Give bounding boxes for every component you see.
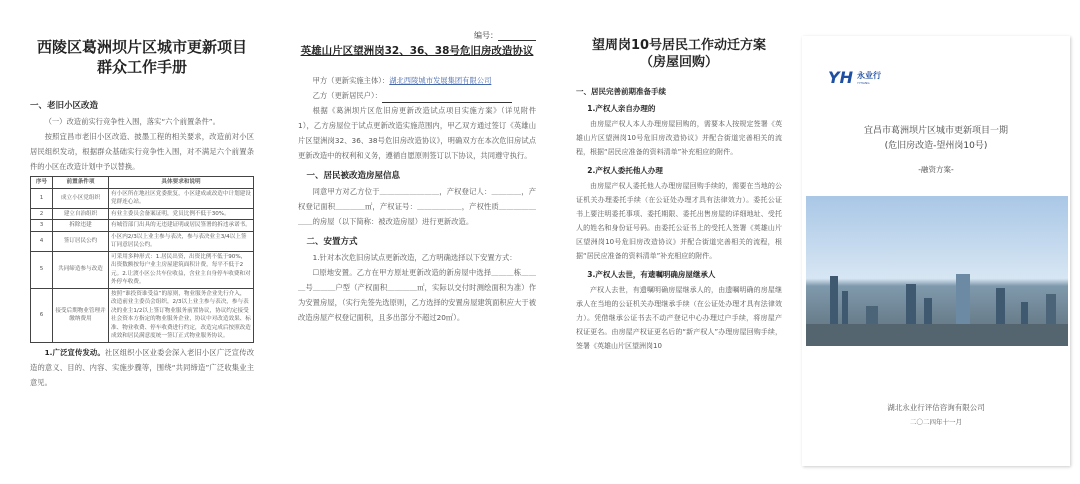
document-page-work-manual [8, 24, 276, 470]
table-cell: 6 [31, 288, 53, 342]
number-field [298, 30, 536, 41]
document-page-relocation-plan [558, 24, 796, 470]
page-title [576, 38, 782, 72]
paragraph [30, 345, 254, 390]
page-title: 英雄山片区望洲岗32、36、38号危旧房改造协议 [300, 45, 534, 57]
party-b-label: 乙方（更新居民户）： [312, 90, 382, 100]
table-cell: 3 [31, 220, 53, 232]
table-row [31, 288, 254, 342]
section-heading: 一、居民被改造房屋信息 [306, 170, 401, 181]
table-cell: 小区内2/3以上业主参与表决，参与表决业主3/4以上签订同意居民公约。 [109, 231, 254, 251]
table-cell: 接受后期物业管理并缴纳费用 [53, 288, 109, 342]
paragraph: ☐原地安置。乙方在甲方原址更新改造的新房屋中选择＿＿＿栋＿＿＿号＿＿＿户型（产权面积＿＿＿＿㎡，实际以交付时测绘面积为准）作为安置房屋，（实行先签先选原则，乙方选择的安置房屋建筑面积应大于被改造房屋产权登记面积，且多出部分不超过20㎡）。 [298, 267, 536, 322]
paragraph: 由房屋产权人本人办理房屋回购的，需要本人按规定签署《英雄山片区望洲岗10号危旧房改造协议》并配合街道完善相关的流程，根据“居民应准备的资料清单”补充相应的附件。 [576, 119, 782, 156]
title-line: 望周岗10号居民工作动迁方案 [591, 38, 767, 53]
table-cell: 有城管部门出具的无违建证明或居民签署的拆违承诺书。 [109, 220, 254, 232]
section-heading: 二、安置方式 [306, 236, 358, 247]
preconditions-table [30, 176, 254, 343]
table-cell: 2 [31, 208, 53, 220]
cover-title [802, 124, 1070, 177]
table-cell: 按照“谁投资谁受益”的原则，物业服务企业先行介入，改造前业主委员会组织，2/3以上业主参与表决，参与表决的业主1/2以上签订物业服务前置协议，协议约定接受社会资本方指定的物业服务企业，协议中对改造效果、标准、物业收费、停车收费进行约定，改造完成后按照改造成效和居民满意度统一签订正式物业服务协议。 [109, 288, 254, 342]
paragraph: 根据《葛洲坝片区危旧房更新改造试点项目实施方案》（详见附件1），乙方房屋位于试点更新改造实施范围内，甲乙双方通过签订《英雄山片区望洲岗32、36、38号危旧房改造协议》，明确双方在本次危旧房试点更新改造中的权利和义务，遵循自愿原则签订以下协议，共同遵守执行。 [298, 105, 536, 160]
table-header: 前置条件项 [53, 177, 109, 189]
table-cell: 1 [31, 188, 53, 208]
subheading: 3.产权人去世，有遗嘱明确房屋继承人 [587, 269, 716, 279]
party-a-value: 湖北西陵城市发展集团有限公司 [389, 75, 492, 85]
paragraph: 产权人去世，有遗嘱明确房屋继承人的，由遗嘱明确的房屋继承人在当地的公证机关办理继承手续（在公证处办理才具有法律效力）。凭借继承公证书去不动产登记中心办理过户手续，将房屋产权证更名。由房屋产权证更名后的“新产权人”办理房屋回购手续，签署《英雄山片区望洲岗10 [576, 285, 782, 350]
subheading: 1.产权人亲自办理的 [587, 103, 656, 113]
party-a [298, 73, 536, 88]
document-date: 二〇二四年十一月 [910, 418, 962, 426]
company-logo [828, 68, 881, 87]
subheading: （一）改造前实行竞争性入围，落实“六个前置条件”。 [44, 117, 220, 126]
party-b [298, 88, 536, 103]
table-cell: 可采用多种形式：1.居民出资，出资比例不低于90%，出资数额按每户业主房屋建筑面积计费，每平不低于2元。2.让渡小区公共车位收益，含业主自身停车收费和对外停车收费。 [109, 251, 254, 288]
table-header: 具体要求和说明 [109, 177, 254, 189]
number-label: 编号： [474, 31, 498, 40]
paragraph: 由房屋产权人委托他人办理房屋回购手续的，需要在当地的公证机关办理委托手续（在公证处办理才具有法律效力）。委托公证书上要注明委托事项、委托期限、委托出售房屋的详细地址、受托人的姓名和身份证号码。由委托公证书上的受托人签署《英雄山片区望洲岗10号危旧房改造协议》并配合街道完善相关的流程，根据“居民应准备的资料清单”补充相应的附件。 [576, 181, 782, 260]
cover-subtitle: -融资方案- [918, 165, 954, 174]
table-row [31, 188, 254, 208]
city-skyline-image [806, 196, 1068, 346]
table-cell: 5 [31, 251, 53, 288]
table-cell: 共同缔造参与改造 [53, 251, 109, 288]
section-heading: 一、老旧小区改造 [30, 101, 99, 111]
table-cell: 签订居民公约 [53, 231, 109, 251]
table-row [31, 220, 254, 232]
logo-text: 永业行 [856, 71, 881, 80]
title-line: (危旧房改造-望州岗10号) [884, 141, 988, 151]
bold-lead: 1.广泛宣传发动。 [44, 347, 105, 357]
paragraph-text: 社区组织小区业委会深入老旧小区广泛宣传改造的意义、目的、内容、实施步骤等，围绕“共同缔造”广泛收集业主意见。 [30, 347, 254, 387]
document-page-cover [802, 36, 1070, 466]
page-title [30, 38, 254, 77]
paragraph: 同意甲方对乙方位于＿＿＿＿＿＿＿＿，产权登记人：＿＿＿＿，产权登记面积＿＿＿＿㎡，产权证号：＿＿＿＿＿＿，产权性质＿＿＿＿＿＿＿的房屋（以下简称：被改造房屋）进行更新改造。 [298, 186, 536, 226]
paragraph: 1.针对本次危旧房试点更新改造，乙方明确选择以下安置方式： [312, 252, 517, 262]
logo-mark-icon: YH [828, 68, 853, 87]
party-a-label: 甲方（更新实施主体）： [312, 75, 390, 85]
title-line: 宜昌市葛洲坝片区城市更新项目一期 [863, 126, 1008, 136]
paragraph: 按照宜昌市老旧小区改造、披墨工程的相关要求，改造前对小区居民组织发动，根据群众基础实行竞争性入围，对不满足六个前置条件的小区在改造计划中予以替换。 [30, 132, 254, 171]
section-heading: 一、居民完善前期准备手续 [576, 86, 666, 96]
table-cell: 成立小区党组织 [53, 188, 109, 208]
table-cell: 建立自治组织 [53, 208, 109, 220]
company-name: 湖北永业行评估咨询有限公司 [887, 403, 985, 412]
logo-subtext: YYHANG [856, 81, 870, 85]
table-cell: 有小区所在地社区党委批复，小区建成或改造中计划建设党群连心站。 [109, 188, 254, 208]
document-page-agreement [284, 24, 550, 470]
table-cell: 4 [31, 231, 53, 251]
table-row [31, 251, 254, 288]
subheading: 2.产权人委托他人办理 [587, 165, 663, 175]
title-line: （房屋回购） [639, 54, 718, 70]
table-cell: 拆除违建 [53, 220, 109, 232]
table-cell: 有业主委员会备案证明，党员比例不低于30%。 [109, 208, 254, 220]
title-line: 群众工作手册 [96, 57, 187, 76]
table-row [31, 231, 254, 251]
table-header: 序号 [31, 177, 53, 189]
table-row [31, 208, 254, 220]
cover-footer [802, 400, 1070, 430]
title-line: 西陵区葛洲坝片区城市更新项目 [36, 38, 247, 56]
